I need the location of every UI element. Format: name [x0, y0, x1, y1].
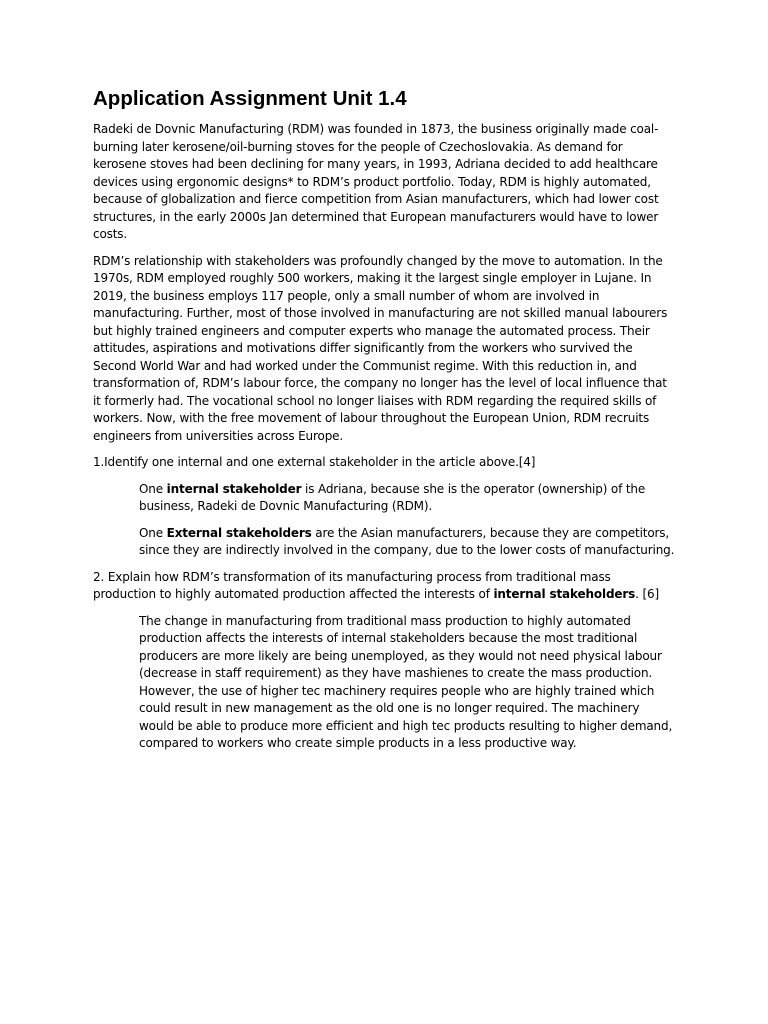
- intro-paragraph: Radeki de Dovnic Manufacturing (RDM) was founded in 1873, the business originally made coal-burning later kerosene/oil-burning stoves for the people of Czechoslovakia. As demand for kerosene stoves had been declining for many years, in 1993, Adriana decided to add healthcare devices using ergonomic designs* to RDM’s product portfolio. Today, RDM is highly automated, because of globalization and fierce competition from Asian manufacturers, which had lower cost structures, in the early 2000s Jan determined that European manufacturers would have to lower costs.: [93, 122, 659, 241]
- answer-1-external-pre: One: [139, 525, 167, 540]
- page-title: Application Assignment Unit 1.4: [93, 87, 407, 110]
- question-1: 1.Identify one internal and one external stakeholder in the article above.[4]: [93, 455, 536, 469]
- answer-1-external-bold: External stakeholders: [166, 525, 312, 540]
- question-2-bold: internal stakeholders: [493, 587, 636, 601]
- answer-1-internal-bold: internal stakeholder: [166, 481, 302, 496]
- answer-1-internal-pre: One: [139, 481, 167, 496]
- answer-1-internal-post: is Adriana, because she is the operator (ownership) of the business, Radeki de Dovnic Manufacturing (RDM).: [139, 481, 646, 513]
- document-page: [93, 86, 677, 762]
- answer-1-external-post: are the Asian manufacturers, because they are competitors, since they are indirectly involved in the company, due to the lower costs of manufacturing.: [139, 525, 675, 557]
- answer-1-external: [139, 525, 677, 560]
- question-2-pre: 2. Explain how RDM’s transformation of its manufacturing process from traditional mass production to highly automated production affected the interests of: [93, 569, 611, 601]
- question-2: [93, 569, 677, 604]
- answer-2: The change in manufacturing from traditional mass production to highly automated production affects the interests of internal stakeholders because the most traditional producers are more likely are being unemployed, as they would not need physical labour (decrease in staff requirement) as they have mashienes to create the mass production. However, the use of higher tec machinery requires people who are highly trained which could result in new management as the old one is no longer required. The machinery would be able to produce more efficient and high tec products resulting to higher demand, compared to workers who create simple products in a less productive way.: [139, 613, 673, 750]
- answer-1-internal: [139, 481, 677, 516]
- stakeholder-paragraph: RDM’s relationship with stakeholders was profoundly changed by the move to automation. In the 1970s, RDM employed roughly 500 workers, making it the largest single employer in Lujane. In 2019, the business employs 117 people, only a small number of whom are involved in manufacturing. Further, most of those involved in manufacturing are not skilled manual labourers but highly trained engineers and computer experts who manage the automated process. Their attitudes, aspirations and motivations differ significantly from the workers who survived the Second World War and had worked under the Communist regime. With this reduction in, and transformation of, RDM’s labour force, the company no longer has the level of local influence that it formerly had. The vocational school no longer liaises with RDM regarding the required skills of workers. Now, with the free movement of labour throughout the European Union, RDM recruits engineers from universities across Europe.: [93, 253, 668, 443]
- question-2-post: . [6]: [635, 587, 660, 601]
